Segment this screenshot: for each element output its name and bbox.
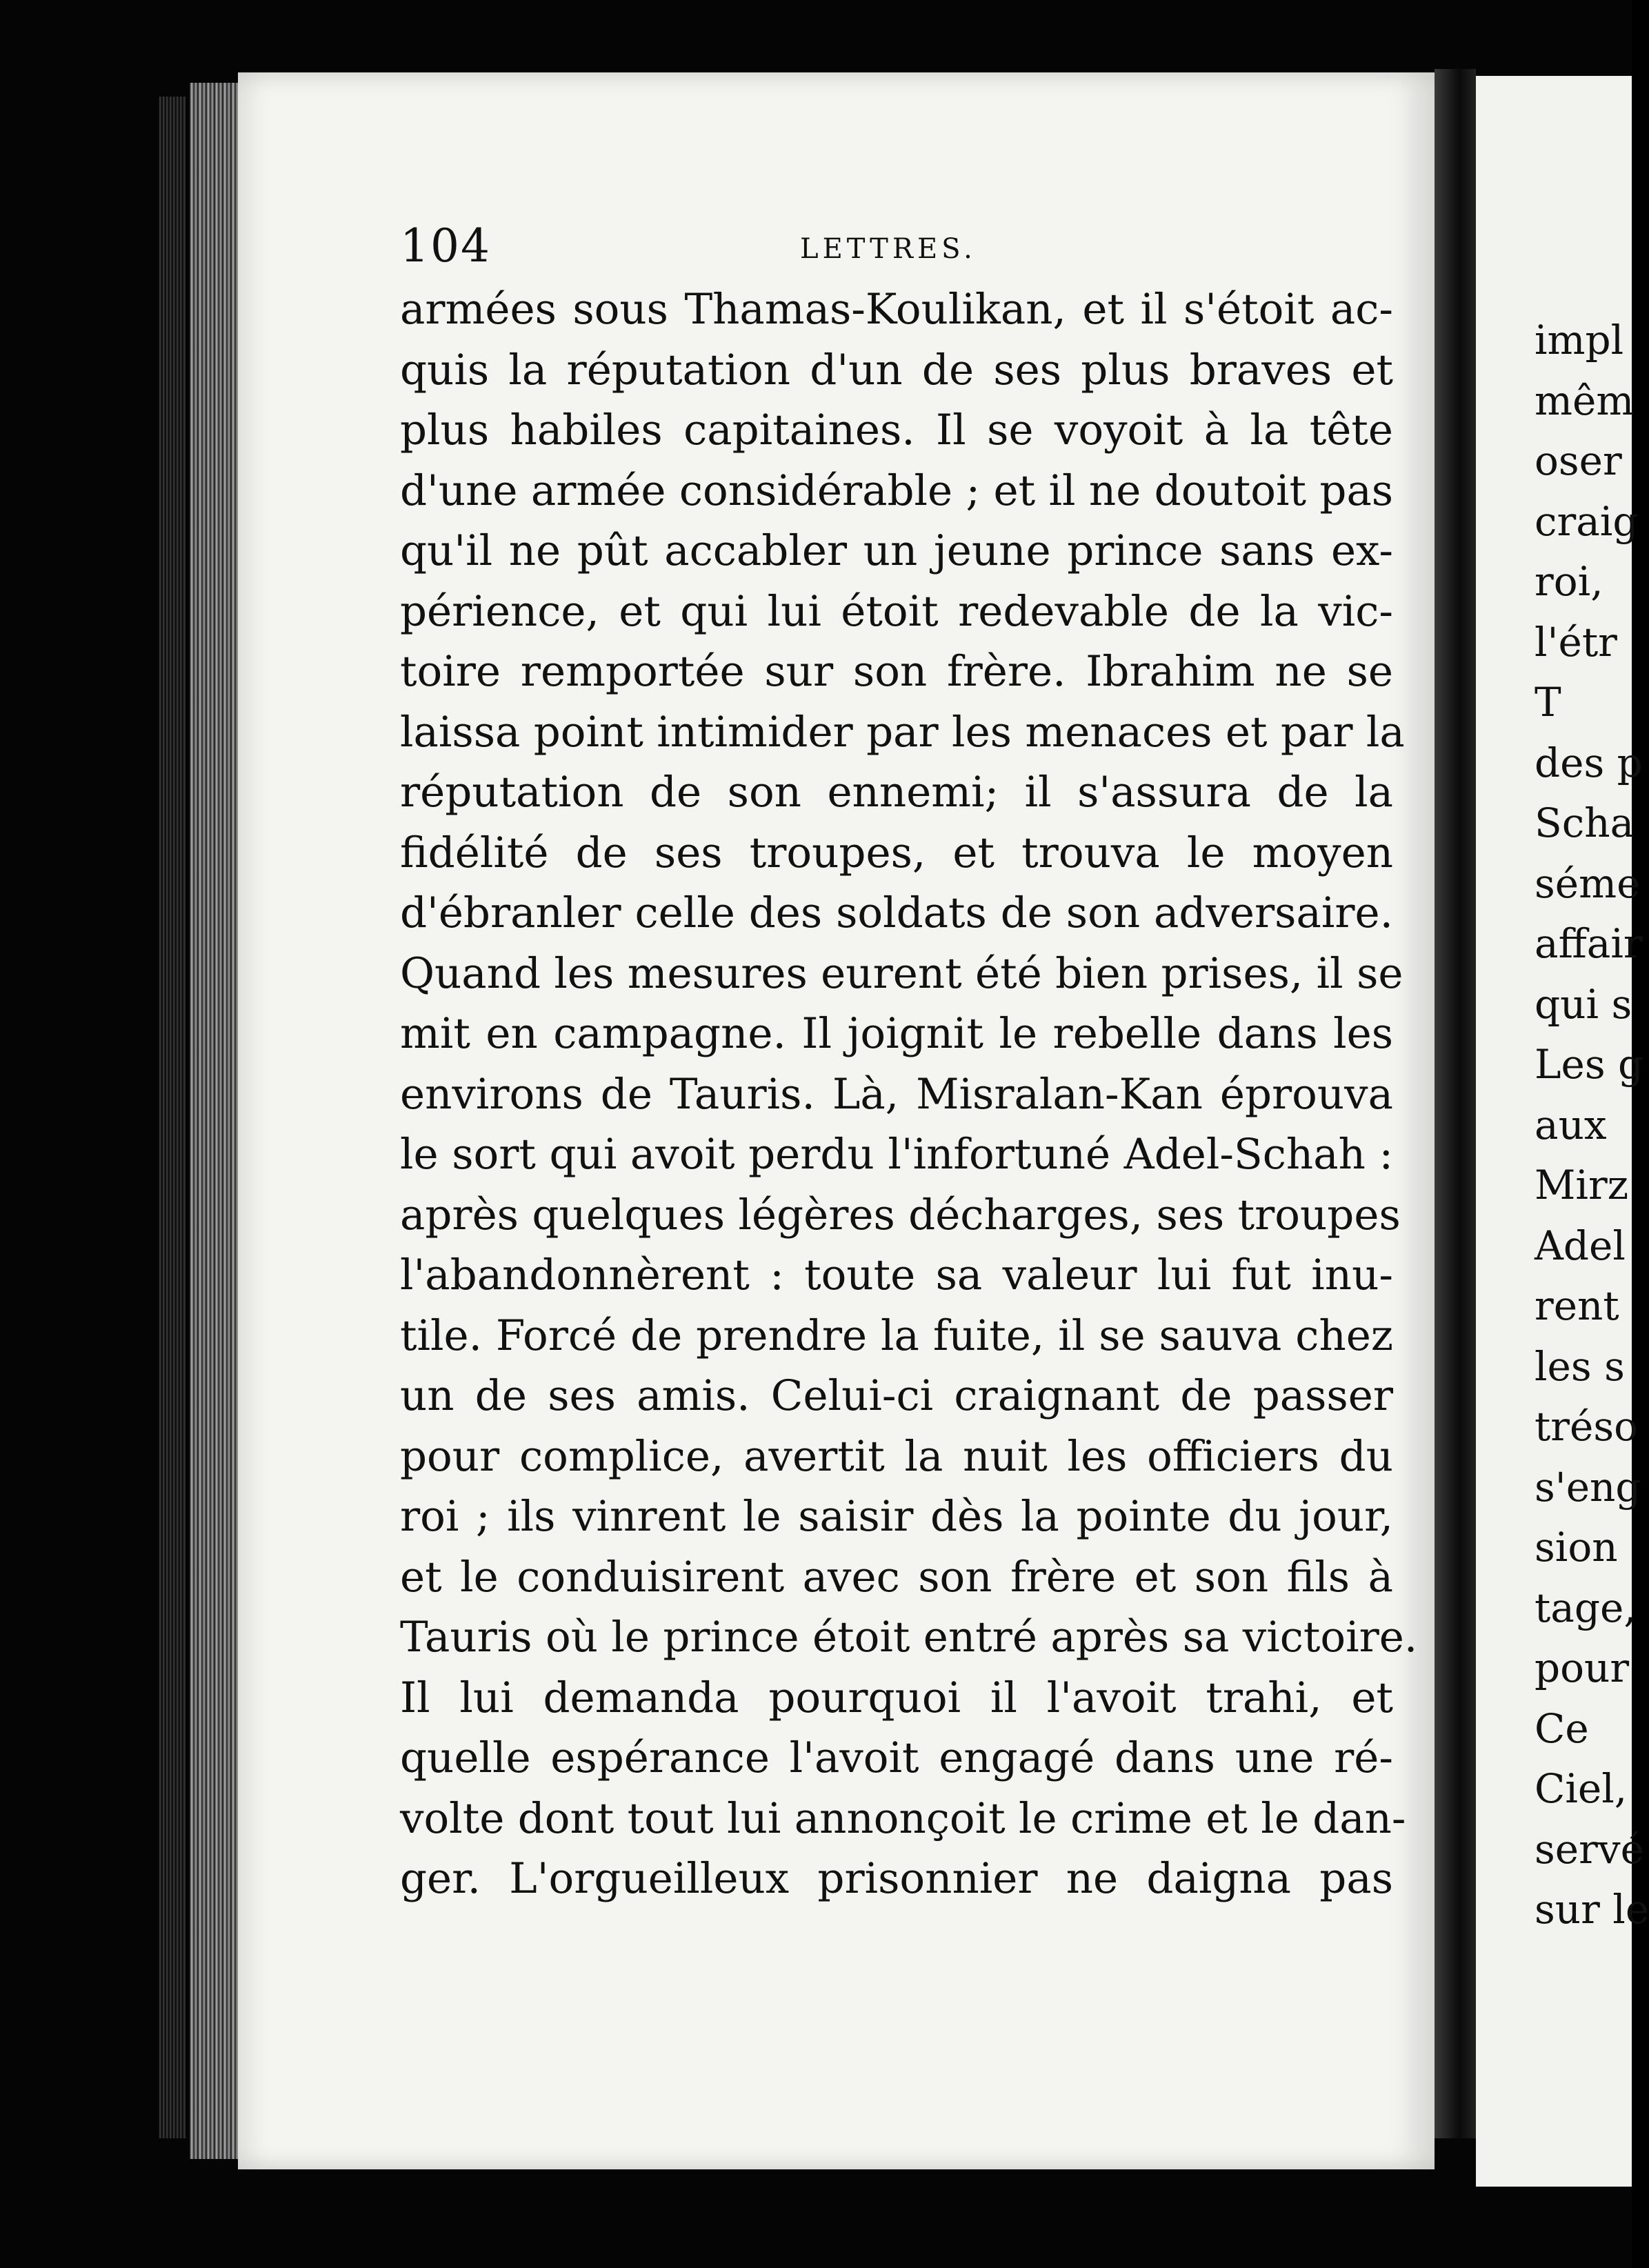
text-line: Tauris où le prince étoit entré après sa victoire. bbox=[400, 1613, 1418, 1662]
text-line: et le conduisirent avec son frère et son fils à bbox=[400, 1552, 1393, 1602]
book-edge-pages bbox=[190, 83, 238, 2159]
text-fragment: roi, bbox=[1535, 558, 1603, 605]
text-line: d'ébranler celle des soldats de son adversaire. bbox=[400, 888, 1393, 937]
text-fragment: Les g bbox=[1535, 1041, 1644, 1088]
text-line: fidélité de ses troupes, et trouva le moyen bbox=[400, 828, 1393, 877]
text-fragment: tage, bbox=[1535, 1584, 1637, 1631]
text-line: quelle espérance l'avoit engagé dans une ré- bbox=[400, 1733, 1393, 1782]
text-line: le sort qui avoit perdu l'infortuné Adel-Schah : bbox=[400, 1130, 1393, 1179]
text-line: réputation de son ennemi; il s'assura de la bbox=[400, 768, 1393, 817]
text-fragment: Scha bbox=[1535, 799, 1635, 846]
text-fragment: servé bbox=[1535, 1825, 1644, 1873]
text-fragment: l'étr bbox=[1535, 618, 1617, 666]
book-gutter-fold bbox=[1435, 69, 1476, 2138]
text-fragment: des p bbox=[1535, 739, 1643, 786]
text-line: toire remportée sur son frère. Ibrahim ne se bbox=[400, 647, 1393, 696]
page-number: 104 bbox=[400, 219, 491, 272]
text-line: quis la réputation d'un de ses plus braves et bbox=[400, 345, 1393, 395]
text-fragment: aux bbox=[1535, 1101, 1607, 1148]
text-line: tile. Forcé de prendre la fuite, il se sauva chez bbox=[400, 1311, 1393, 1360]
book-edge-outer bbox=[159, 97, 186, 2138]
text-fragment: qui s bbox=[1535, 980, 1632, 1028]
text-line: environs de Tauris. Là, Misralan-Kan éprouva bbox=[400, 1069, 1393, 1119]
text-fragment: affair bbox=[1535, 920, 1643, 967]
text-fragment: impl bbox=[1535, 317, 1624, 364]
text-line: pour complice, avertit la nuit les officiers du bbox=[400, 1431, 1393, 1481]
text-line: qu'il ne pût accabler un jeune prince sans ex- bbox=[400, 526, 1393, 575]
text-fragment: Adel bbox=[1535, 1222, 1626, 1269]
text-line: Il lui demanda pourquoi il l'avoit trahi, et bbox=[400, 1673, 1393, 1722]
text-fragment: Mirz bbox=[1535, 1162, 1629, 1208]
text-fragment: s'eng bbox=[1535, 1463, 1641, 1511]
header-title: LETTRES. bbox=[800, 233, 977, 265]
text-line: après quelques légères décharges, ses troupes bbox=[400, 1190, 1401, 1240]
text-line: l'abandonnèrent : toute sa valeur lui fut inu- bbox=[400, 1251, 1393, 1300]
text-line: mit en campagne. Il joignit le rebelle dans les bbox=[400, 1009, 1393, 1058]
text-fragment: tréso bbox=[1535, 1403, 1639, 1450]
text-fragment: T bbox=[1535, 679, 1561, 726]
text-fragment: rent bbox=[1535, 1282, 1619, 1329]
text-fragment: Ce bbox=[1535, 1704, 1589, 1752]
left-page-text bbox=[400, 279, 1418, 1909]
right-page-text bbox=[1535, 310, 1649, 1940]
text-fragment: sur le bbox=[1535, 1886, 1649, 1933]
text-line: roi ; ils vinrent le saisir dès la pointe du jour, bbox=[400, 1492, 1393, 1541]
text-line: d'une armée considérable ; et il ne doutoit pas bbox=[400, 466, 1394, 515]
text-fragment: pour bbox=[1535, 1644, 1630, 1691]
text-line: armées sous Thamas-Koulikan, et il s'étoit ac- bbox=[400, 285, 1393, 334]
text-line: laissa point intimider par les menaces et par la bbox=[400, 707, 1405, 757]
text-line: ger. L'orgueilleux prisonnier ne daigna pas bbox=[400, 1854, 1393, 1903]
text-fragment: sion bbox=[1535, 1524, 1618, 1571]
text-line: périence, et qui lui étoit redevable de la vic- bbox=[400, 586, 1393, 636]
text-line: volte dont tout lui annonçoit le crime et le dan- bbox=[400, 1793, 1406, 1843]
text-fragment: les s bbox=[1535, 1342, 1625, 1390]
text-fragment: séme bbox=[1535, 859, 1641, 907]
running-head bbox=[400, 219, 1393, 275]
text-line: plus habiles capitaines. Il se voyoit à la tête bbox=[400, 406, 1393, 455]
text-fragment: Ciel, bbox=[1535, 1765, 1628, 1812]
text-fragment: oser bbox=[1535, 437, 1622, 484]
text-fragment: mêm bbox=[1535, 377, 1635, 424]
text-line: Quand les mesures eurent été bien prises, il se bbox=[400, 948, 1403, 998]
text-fragment: craig bbox=[1535, 497, 1639, 545]
text-line: un de ses amis. Celui-ci craignant de passer bbox=[400, 1371, 1393, 1420]
